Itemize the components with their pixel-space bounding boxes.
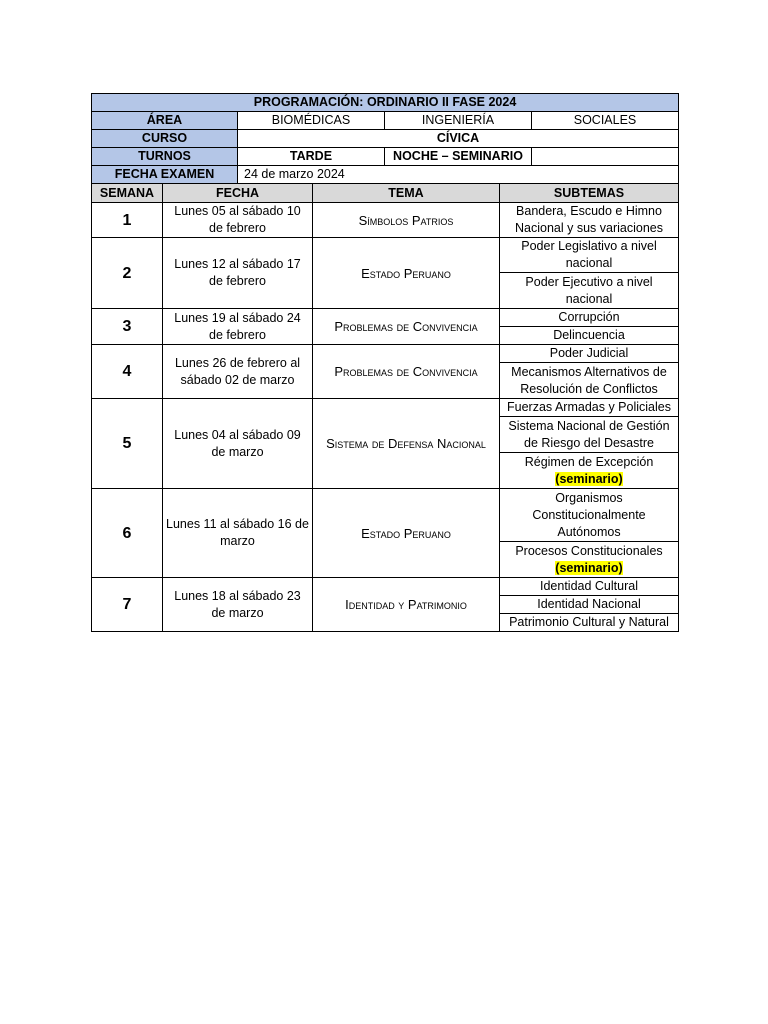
curso-row bbox=[92, 130, 679, 148]
schedule-header-row bbox=[92, 184, 679, 203]
turnos-row bbox=[92, 148, 679, 166]
program-header-table bbox=[91, 93, 679, 184]
col-fecha: FECHA bbox=[163, 184, 313, 203]
table-row bbox=[92, 309, 679, 327]
week-date: Lunes 19 al sábado 24 de febrero bbox=[163, 309, 313, 345]
week-topic: Estado Peruano bbox=[313, 238, 500, 309]
subtopic-cell bbox=[500, 542, 679, 578]
week-date: Lunes 04 al sábado 09 de marzo bbox=[163, 399, 313, 489]
table-row bbox=[92, 238, 679, 273]
subtopic-cell bbox=[500, 453, 679, 489]
subtopic-cell bbox=[500, 327, 679, 345]
turnos-label: TURNOS bbox=[92, 148, 238, 166]
subtopic-text: Bandera, Escudo e Himno Nacional y sus variaciones bbox=[515, 204, 663, 235]
week-number: 7 bbox=[92, 578, 163, 632]
subtopic-cell bbox=[500, 238, 679, 273]
area-sociales: SOCIALES bbox=[532, 112, 679, 130]
subtopic-text: Identidad Cultural bbox=[540, 579, 638, 593]
week-date: Lunes 18 al sábado 23 de marzo bbox=[163, 578, 313, 632]
curso-value: CÍVICA bbox=[238, 130, 679, 148]
subtopic-cell bbox=[500, 345, 679, 363]
turno-tarde: TARDE bbox=[238, 148, 385, 166]
col-semana: SEMANA bbox=[92, 184, 163, 203]
subtopic-cell bbox=[500, 417, 679, 453]
subtopic-text: Corrupción bbox=[558, 310, 620, 324]
curso-label: CURSO bbox=[92, 130, 238, 148]
week-number: 1 bbox=[92, 203, 163, 238]
subtopic-cell bbox=[500, 489, 679, 542]
subtopic-cell bbox=[500, 578, 679, 596]
subtopic-cell bbox=[500, 363, 679, 399]
week-number: 3 bbox=[92, 309, 163, 345]
table-row bbox=[92, 203, 679, 238]
turno-empty bbox=[532, 148, 679, 166]
subtopic-text: Poder Legislativo a nivel nacional bbox=[521, 239, 657, 270]
table-row bbox=[92, 345, 679, 363]
week-number: 4 bbox=[92, 345, 163, 399]
subtopic-text: Régimen de Excepción bbox=[524, 454, 654, 469]
area-row bbox=[92, 112, 679, 130]
seminar-badge: (seminario) bbox=[555, 471, 623, 486]
subtopic-cell bbox=[500, 614, 679, 632]
subtopic-text: Procesos Constitucionales bbox=[515, 543, 663, 558]
subtopic-text: Mecanismos Alternativos de Resolución de Conflictos bbox=[511, 364, 667, 396]
title-row bbox=[92, 94, 679, 112]
subtopic-text: Delincuencia bbox=[553, 328, 625, 342]
fecha-examen-row bbox=[92, 166, 679, 184]
week-number: 5 bbox=[92, 399, 163, 489]
week-topic: Problemas de Convivencia bbox=[313, 309, 500, 345]
table-row bbox=[92, 399, 679, 417]
col-tema: TEMA bbox=[313, 184, 500, 203]
week-topic: Problemas de Convivencia bbox=[313, 345, 500, 399]
week-topic: Identidad y Patrimonio bbox=[313, 578, 500, 632]
subtopic-text: Organismos Constitucionalmente Autónomos bbox=[532, 490, 646, 539]
area-ingenieria: INGENIERÍA bbox=[385, 112, 532, 130]
subtopic-cell bbox=[500, 309, 679, 327]
subtopic-text: Fuerzas Armadas y Policiales bbox=[507, 400, 671, 414]
subtopic-text: Identidad Nacional bbox=[537, 597, 641, 611]
week-number: 2 bbox=[92, 238, 163, 309]
week-date: Lunes 26 de febrero al sábado 02 de marzo bbox=[163, 345, 313, 399]
subtopic-text: Poder Judicial bbox=[549, 346, 629, 360]
schedule-body bbox=[92, 184, 679, 632]
subtopic-text: Patrimonio Cultural y Natural bbox=[509, 615, 669, 629]
fecha-examen-value: 24 de marzo 2024 bbox=[238, 166, 679, 184]
subtopic-cell bbox=[500, 399, 679, 417]
week-number: 6 bbox=[92, 489, 163, 578]
week-date: Lunes 11 al sábado 16 de marzo bbox=[163, 489, 313, 578]
week-topic: Símbolos Patrios bbox=[313, 203, 500, 238]
subtopic-text: Poder Ejecutivo a nivel nacional bbox=[525, 274, 653, 306]
program-title: PROGRAMACIÓN: ORDINARIO II FASE 2024 bbox=[92, 94, 679, 112]
table-row bbox=[92, 578, 679, 596]
turno-noche: NOCHE – SEMINARIO bbox=[385, 148, 532, 166]
week-date: Lunes 05 al sábado 10 de febrero bbox=[163, 203, 313, 238]
area-biomedicas: BIOMÉDICAS bbox=[238, 112, 385, 130]
subtopic-cell bbox=[500, 273, 679, 309]
subtopic-cell bbox=[500, 596, 679, 614]
table-row bbox=[92, 489, 679, 542]
schedule-table bbox=[91, 183, 679, 632]
col-subtemas: SUBTEMAS bbox=[500, 184, 679, 203]
week-topic: Sistema de Defensa Nacional bbox=[313, 399, 500, 489]
fecha-examen-label: FECHA EXAMEN bbox=[92, 166, 238, 184]
subtopic-cell bbox=[500, 203, 679, 238]
subtopic-text: Sistema Nacional de Gestión de Riesgo del Desastre bbox=[508, 418, 670, 450]
seminar-badge: (seminario) bbox=[555, 560, 623, 575]
week-date: Lunes 12 al sábado 17 de febrero bbox=[163, 238, 313, 309]
area-label: ÁREA bbox=[92, 112, 238, 130]
week-topic: Estado Peruano bbox=[313, 489, 500, 578]
